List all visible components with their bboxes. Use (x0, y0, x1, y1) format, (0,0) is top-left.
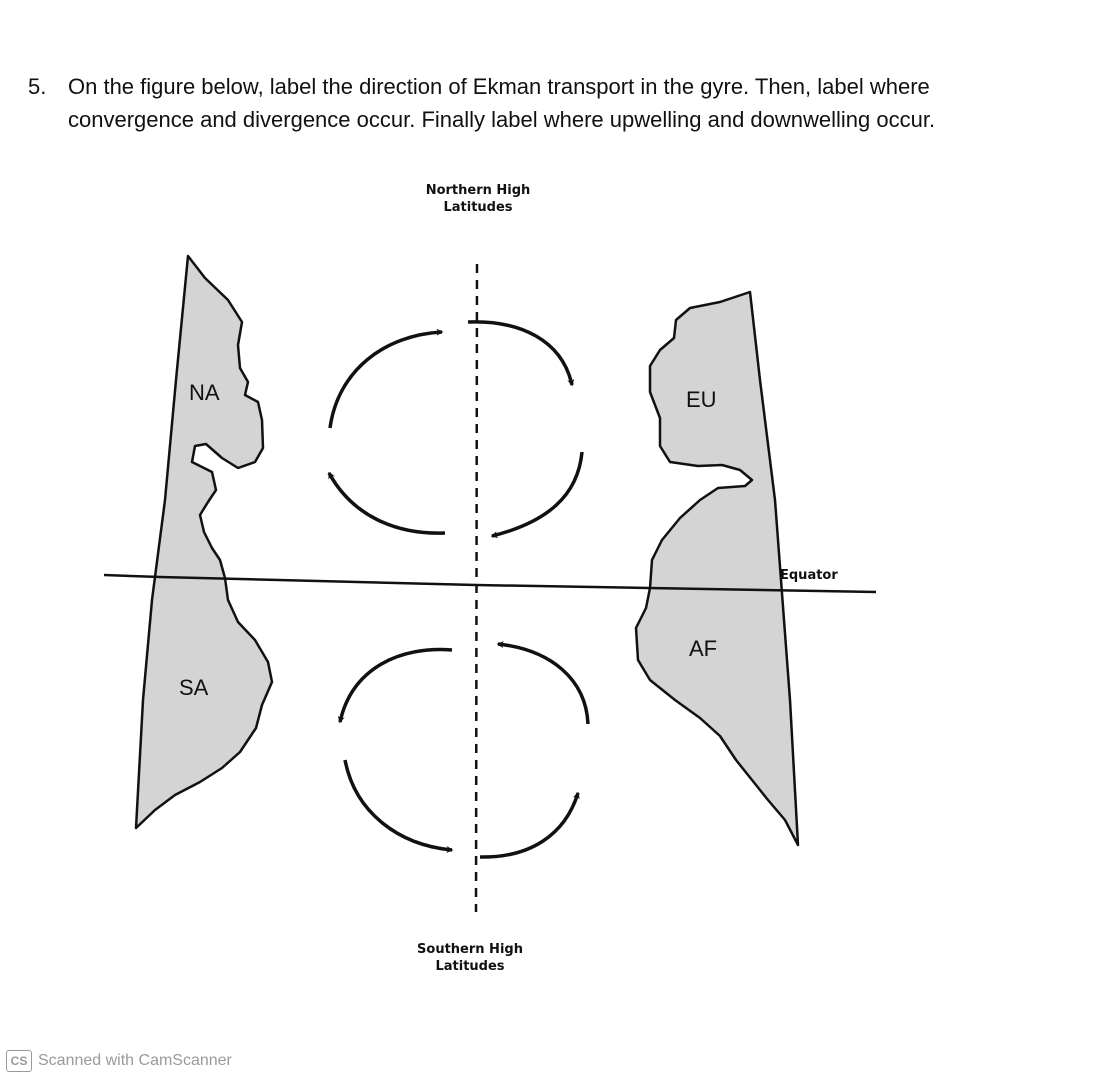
south-label: Southern High Latitudes (417, 942, 523, 974)
south-gyre-arrow-top-left (340, 650, 452, 722)
north-gyre-arrow-top-right (468, 322, 572, 385)
camscanner-logo-icon: CS (6, 1050, 32, 1072)
continent-label-sa: SA (179, 675, 209, 700)
north-gyre-arrow-top-left (330, 332, 442, 428)
camscanner-text: Scanned with CamScanner (38, 1052, 232, 1069)
north-gyre-arrow-bottom-left (329, 473, 445, 533)
equator-label: Equator (780, 568, 838, 583)
north-label: Northern High Latitudes (425, 183, 531, 215)
south-gyre-arrow-bottom-right (480, 793, 578, 857)
question-text: On the figure below, label the direction of Ekman transport in the gyre. Then, label where convergence and divergence occur. Finally label where upwelling and downwelling occur. (68, 74, 936, 132)
eurafrica-landmass (636, 292, 798, 845)
center-dashed-line (476, 264, 477, 912)
camscanner-watermark (6, 1048, 232, 1074)
continent-label-eu: EU (686, 387, 717, 412)
north-gyre-arrow-bottom-right (492, 452, 582, 536)
south-gyre-arrow-top-right (498, 644, 588, 724)
south-gyre-arrow-bottom-left (345, 760, 452, 850)
continent-label-na: NA (189, 380, 220, 405)
americas-landmass (136, 256, 272, 828)
continent-label-af: AF (689, 636, 718, 661)
question-number: 5. (28, 74, 47, 99)
